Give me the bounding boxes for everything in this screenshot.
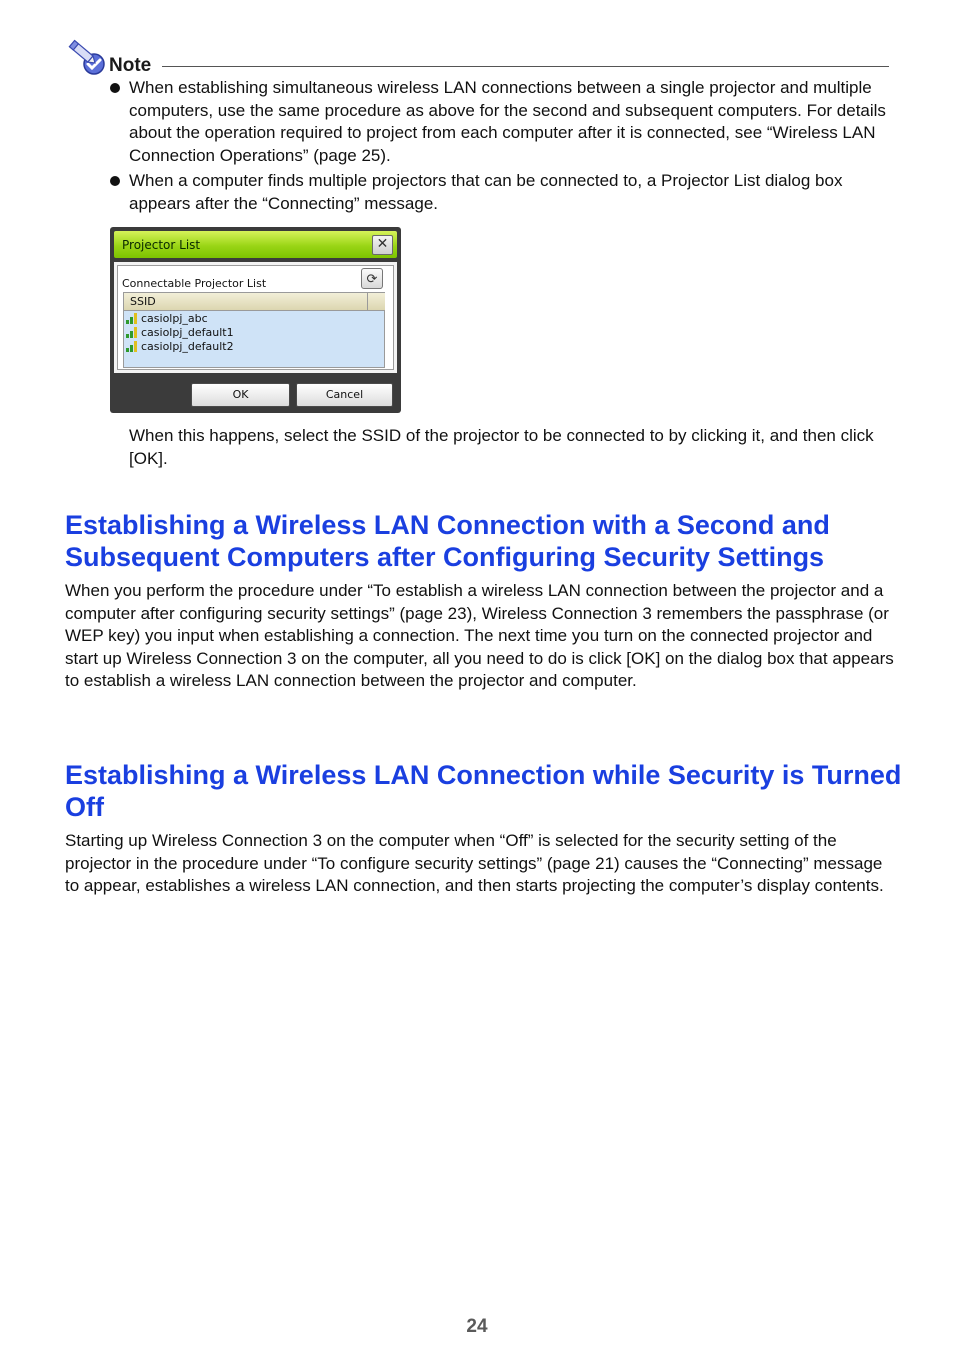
signal-strength-icon bbox=[126, 340, 139, 352]
section-heading-1: Establishing a Wireless LAN Connection with a Second and Subsequent Computers after Configuring Security Settings bbox=[65, 510, 830, 572]
note-bullet-text: When establishing simultaneous wireless LAN connections between a single projector and multiple computers, use the same procedure as above for the second and subsequent computers. For details about the operation required to project from each computer after it is connected, see “Wireless LAN Connection Operations” (page 25). bbox=[129, 78, 886, 165]
after-dialog-text: When this happens, select the SSID of the projector to be connected to by clicking it, and then click [OK]. bbox=[129, 426, 874, 468]
list-title: Connectable Projector List bbox=[122, 277, 267, 290]
close-icon[interactable]: ✕ bbox=[372, 235, 393, 255]
table-row[interactable] bbox=[126, 326, 234, 340]
note-bullet-text: When a computer finds multiple projectors that can be connected to, a Projector List dialog box appears after the “Connecting” message. bbox=[129, 171, 843, 213]
bullet-dot-icon bbox=[110, 83, 120, 93]
section-heading-2: Establishing a Wireless LAN Connection while Security is Turned Off bbox=[65, 760, 902, 822]
table-row[interactable] bbox=[126, 340, 234, 354]
cancel-button[interactable]: Cancel bbox=[296, 383, 393, 407]
refresh-icon[interactable]: ⟳ bbox=[361, 268, 383, 289]
note-divider bbox=[162, 66, 889, 67]
dialog-titlebar bbox=[114, 231, 397, 258]
page-number: 24 bbox=[466, 1316, 488, 1337]
projector-list-dialog bbox=[110, 227, 401, 413]
ssid-value: casiolpj_default1 bbox=[141, 326, 234, 339]
ssid-value: casiolpj_default2 bbox=[141, 340, 234, 353]
dialog-title: Projector List bbox=[122, 238, 201, 252]
note-label: Note bbox=[109, 55, 152, 76]
signal-strength-icon bbox=[126, 326, 139, 338]
section-body-1: When you perform the procedure under “To establish a wireless LAN connection between the projector and a computer after configuring security settings” (page 23), Wireless Connection 3 remembers the passphrase (or WEP key) you input when establishing a connection. The next time you turn on the connected projector and start up Wireless Connection 3 on the computer, all you need to do is click [OK] on the dialog box that appears to establish a wireless LAN connection between the projector and computer. bbox=[65, 581, 894, 691]
table-row[interactable] bbox=[126, 312, 208, 326]
signal-strength-icon bbox=[126, 312, 139, 324]
note-bullet-2 bbox=[110, 170, 890, 215]
ssid-value: casiolpj_abc bbox=[141, 312, 208, 325]
note-pencil-icon bbox=[66, 38, 106, 76]
dialog-body bbox=[114, 262, 397, 373]
section-body-2: Starting up Wireless Connection 3 on the computer when “Off” is selected for the security setting of the projector in the procedure under “To configure security settings” (page 21) causes the “Connecting” message to appear, establishes a wireless LAN connection, and then starts projecting the computer’s display contents. bbox=[65, 831, 884, 896]
ssid-column-header[interactable] bbox=[124, 293, 367, 311]
note-bullet-1 bbox=[110, 77, 890, 167]
ssid-header-label: SSID bbox=[130, 295, 156, 308]
bullet-dot-icon bbox=[110, 176, 120, 186]
table-header-filler bbox=[367, 293, 385, 311]
projector-list-panel bbox=[117, 265, 394, 370]
ok-button[interactable]: OK bbox=[191, 383, 290, 407]
ssid-table bbox=[123, 292, 385, 368]
